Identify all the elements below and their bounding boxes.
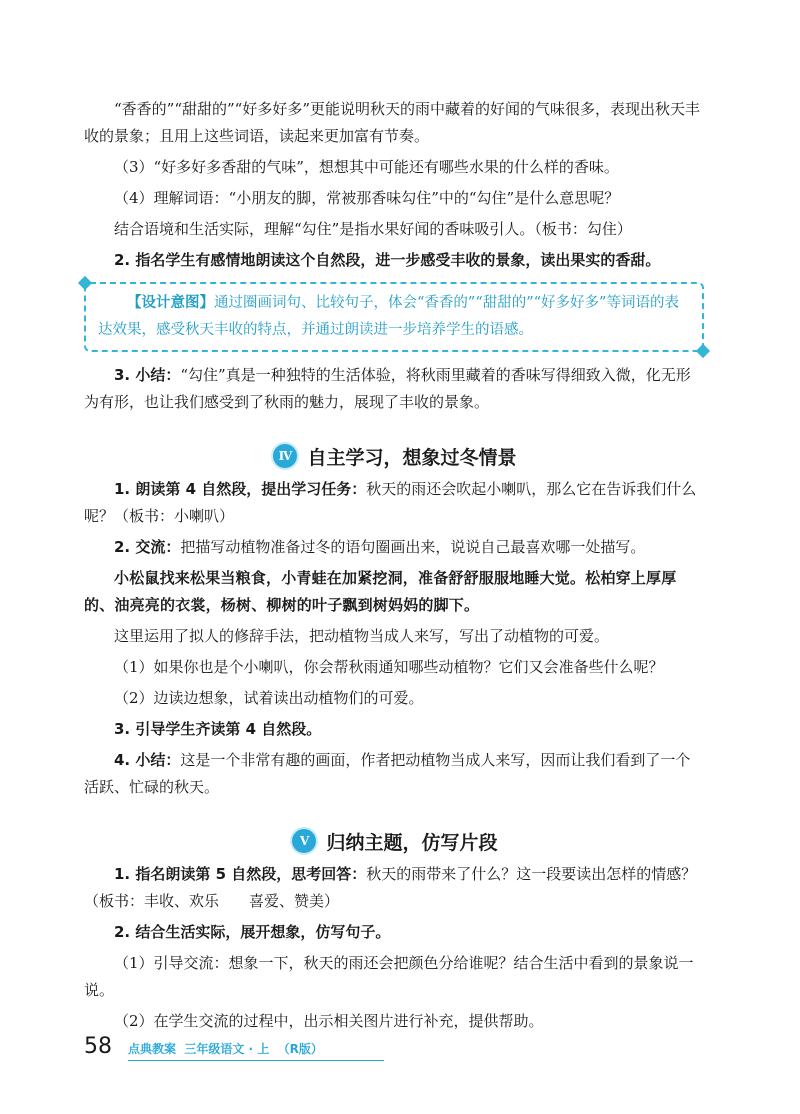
paragraph: 4. 小结：这是一个非常有趣的画面，作者把动植物当成人来写，因而让我们看到了一个活跃、忙碌的秋天。 (84, 751, 691, 796)
quote-paragraph: 小松鼠找来松果当粮食，小青蛙在加紧挖洞，准备舒舒服服地睡大觉。松柏穿上厚厚的、油亮亮的衣裳，杨树、柳树的叶子飘到树妈妈的脚下。 (84, 569, 677, 614)
section-heading-5 (84, 827, 704, 855)
summary-paragraph: 3. 小结：“勾住”真是一种独特的生活体验，将秋雨里藏着的香味写得细致入微，化无形为有形，也让我们感受到了秋雨的魅力，展现了丰收的景象。 (84, 366, 691, 411)
section-title: 自主学习，想象过冬情景 (307, 446, 517, 469)
corner-decoration (78, 276, 92, 290)
paragraph: 2. 交流：把描写动植物准备过冬的语句圈画出来，说说自己最喜欢哪一处描写。 (114, 538, 646, 556)
main-content (84, 96, 704, 1035)
design-intent-text: 【设计意图】通过圈画词句、比较句子，体会“香香的”“甜甜的”“好多好多”等词语的表达效果，感受秋天丰收的特点，并通过朗读进一步培养学生的语感。 (98, 295, 679, 338)
footer-book-title: 点典教案 三年级语文 · 上 （R版） (128, 1042, 323, 1056)
design-intent-box (84, 282, 704, 352)
section-numeral: Ⅳ (271, 442, 299, 470)
paragraph: “香香的”“甜甜的”“好多好多”更能说明秋天的雨中藏着的好闻的气味很多，表现出秋天丰收的景象；且用上这些词语，读起来更加富有节奏。 (84, 100, 701, 145)
paragraph: （3）“好多好多香甜的气味”，想想其中可能还有哪些水果的什么样的香味。 (114, 158, 619, 176)
design-intent-tag: 【设计意图】 (127, 295, 214, 311)
paragraph-step: 2. 指名学生有感情地朗读这个自然段，进一步感受丰收的景象，读出果实的香甜。 (114, 251, 661, 269)
paragraph: 结合语境和生活实际，理解“勾住”是指水果好闻的香味吸引人。（板书：勾住） (114, 220, 632, 238)
page-footer (84, 1034, 404, 1064)
paragraph: （4）理解词语：“小朋友的脚，常被那香味勾住”中的“勾住”是什么意思呢？ (114, 189, 620, 207)
paragraph: 1. 朗读第 4 自然段，提出学习任务：秋天的雨还会吹起小喇叭，那么它在告诉我们什么呢？（板书：小喇叭） (84, 480, 697, 525)
paragraph: 1. 指名朗读第 5 自然段，思考回答：秋天的雨带来了什么？这一段要读出怎样的情感？（板书：丰收、欢乐 喜爱、赞美） (84, 865, 697, 910)
paragraph: （1）引导交流：想象一下，秋天的雨还会把颜色分给谁呢？结合生活中看到的景象说一说。 (84, 954, 694, 999)
paragraph-step: 3. 引导学生齐读第 4 自然段。 (114, 720, 322, 738)
paragraph: 这里运用了拟人的修辞手法，把动植物当成人来写，写出了动植物的可爱。 (114, 627, 610, 645)
paragraph: （2）边读边想象，试着读出动植物们的可爱。 (114, 689, 424, 707)
paragraph: （1）如果你也是个小喇叭，你会帮秋雨通知哪些动植物？它们又会准备些什么呢？ (114, 658, 664, 676)
page-number: 58 (84, 1034, 112, 1059)
section-title: 归纳主题，仿写片段 (326, 831, 498, 854)
paragraph-step: 2. 结合生活实际，展开想象，仿写句子。 (114, 923, 391, 941)
section-numeral: Ⅴ (290, 827, 318, 855)
section-heading-4 (84, 442, 704, 470)
corner-decoration (696, 344, 710, 358)
paragraph: （2）在学生交流的过程中，出示相关图片进行补充，提供帮助。 (114, 1012, 544, 1030)
footer-divider (128, 1060, 384, 1061)
